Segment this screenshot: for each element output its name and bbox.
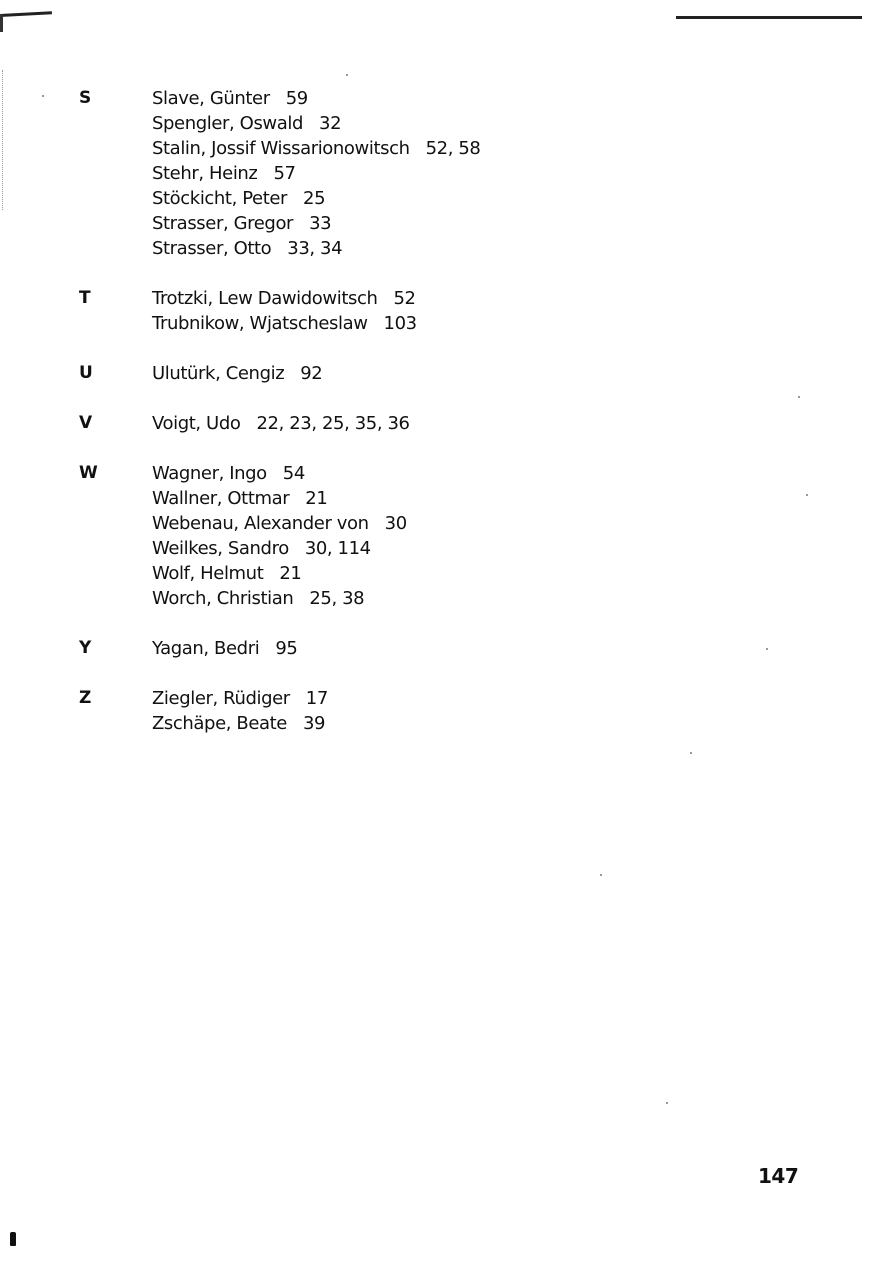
entry-pages: 33 xyxy=(309,213,332,234)
entry-name: Stöckicht, Peter xyxy=(152,188,288,209)
index-entry xyxy=(152,286,878,311)
entry-name: Stalin, Jossif Wissarionowitsch xyxy=(152,138,410,159)
entry-pages: 30, 114 xyxy=(304,538,371,559)
entry-pages: 103 xyxy=(383,313,417,334)
index-group xyxy=(0,286,878,336)
entry-name: Wallner, Ottmar xyxy=(152,488,290,509)
entry-name: Stehr, Heinz xyxy=(152,163,258,184)
index-entry xyxy=(152,136,878,161)
index-group xyxy=(0,636,878,661)
index-entry xyxy=(152,161,878,186)
entry-pages: 95 xyxy=(275,638,298,659)
index-entry-list xyxy=(152,636,878,661)
index-entry xyxy=(152,561,878,586)
entry-name: Zschäpe, Beate xyxy=(152,713,287,734)
index-entry xyxy=(152,586,878,611)
scan-artifact xyxy=(0,14,3,32)
index-entry-list xyxy=(152,286,878,336)
index-entry-list xyxy=(152,461,878,611)
index-entry xyxy=(152,236,878,261)
index-group xyxy=(0,86,878,261)
entry-pages: 32 xyxy=(319,113,342,134)
entry-name: Strasser, Otto xyxy=(152,238,272,259)
entry-name: Wagner, Ingo xyxy=(152,463,267,484)
index-entry xyxy=(152,311,878,336)
scan-speck xyxy=(346,74,348,76)
entry-pages: 25 xyxy=(303,188,326,209)
index-entry xyxy=(152,411,878,436)
entry-name: Voigt, Udo xyxy=(152,413,241,434)
entry-pages: 22, 23, 25, 35, 36 xyxy=(256,413,410,434)
index-entry xyxy=(152,461,878,486)
index-entry xyxy=(152,686,878,711)
entry-pages: 21 xyxy=(279,563,302,584)
entry-name: Worch, Christian xyxy=(152,588,294,609)
entry-name: Ziegler, Rüdiger xyxy=(152,688,290,709)
index-entry-list xyxy=(152,686,878,736)
entry-pages: 39 xyxy=(302,713,326,734)
entry-name: Strasser, Gregor xyxy=(152,213,294,234)
index-group xyxy=(0,461,878,611)
index-group xyxy=(0,411,878,436)
index-group xyxy=(0,686,878,736)
scan-speck xyxy=(666,1102,668,1104)
scan-artifact xyxy=(10,1232,16,1246)
index-entry xyxy=(152,186,878,211)
entry-name: Yagan, Bedri xyxy=(152,638,260,659)
entry-name: Weilkes, Sandro xyxy=(152,538,289,559)
index-entry xyxy=(152,711,878,736)
entry-name: Slave, Günter xyxy=(152,88,270,109)
index-letter: T xyxy=(79,288,91,308)
entry-name: Trotzki, Lew Dawidowitsch xyxy=(152,288,378,309)
scan-artifact xyxy=(676,16,862,19)
index-group xyxy=(0,361,878,386)
entry-pages: 21 xyxy=(305,488,328,509)
entry-pages: 33, 34 xyxy=(287,238,343,259)
entry-name: Webenau, Alexander von xyxy=(152,513,369,534)
index-letter: Y xyxy=(79,638,92,658)
index-entry xyxy=(152,511,878,536)
index-letter: Z xyxy=(79,688,92,708)
index-letter: W xyxy=(79,463,98,483)
entry-pages: 17 xyxy=(305,688,328,709)
index-letter: S xyxy=(79,88,92,108)
entry-pages: 54 xyxy=(282,463,305,484)
index-entry xyxy=(152,86,878,111)
entry-pages: 25, 38 xyxy=(309,588,365,609)
index-entry xyxy=(152,361,878,386)
index-entry xyxy=(152,636,878,661)
scan-speck xyxy=(600,874,602,876)
name-index xyxy=(0,86,878,761)
scan-artifact xyxy=(0,11,52,17)
entry-pages: 59 xyxy=(285,88,308,109)
entry-pages: 57 xyxy=(273,163,296,184)
index-entry xyxy=(152,486,878,511)
index-entry xyxy=(152,211,878,236)
index-entry xyxy=(152,111,878,136)
entry-pages: 30 xyxy=(384,513,407,534)
index-entry xyxy=(152,536,878,561)
entry-name: Ulutürk, Cengiz xyxy=(152,363,285,384)
entry-pages: 92 xyxy=(300,363,323,384)
index-letter: V xyxy=(79,413,93,433)
entry-name: Wolf, Helmut xyxy=(152,563,264,584)
entry-pages: 52, 58 xyxy=(425,138,481,159)
index-entry-list xyxy=(152,411,878,436)
index-entry-list xyxy=(152,86,878,261)
page-number: 147 xyxy=(758,1164,799,1188)
index-entry-list xyxy=(152,361,878,386)
entry-name: Trubnikow, Wjatscheslaw xyxy=(152,313,368,334)
index-letter: U xyxy=(79,363,93,383)
entry-pages: 52 xyxy=(393,288,416,309)
entry-name: Spengler, Oswald xyxy=(152,113,304,134)
